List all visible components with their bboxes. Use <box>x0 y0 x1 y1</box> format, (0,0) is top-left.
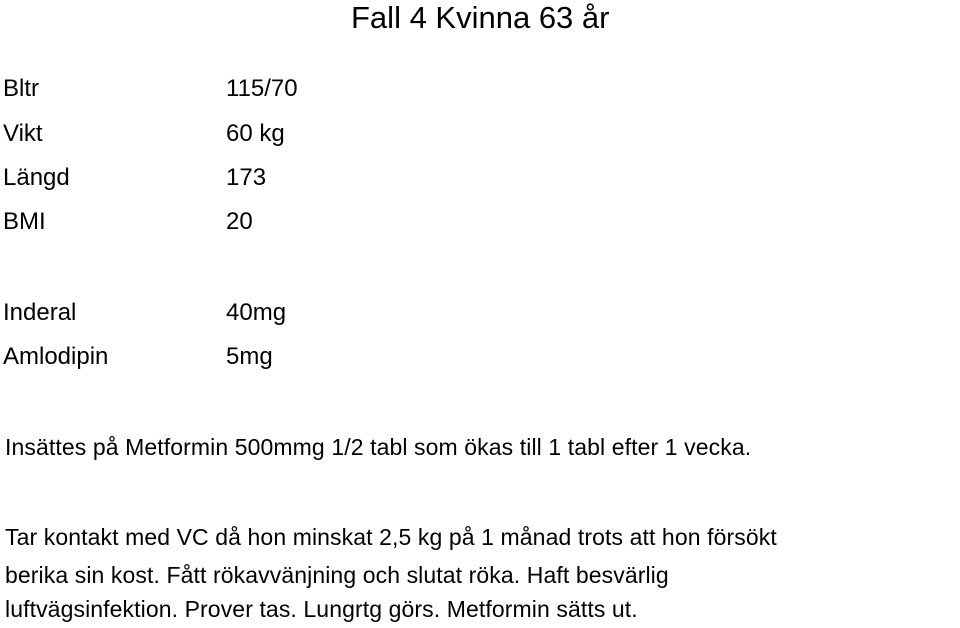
vital-label-vikt: Vikt <box>3 120 43 147</box>
vital-label-bltr: Bltr <box>3 75 39 102</box>
medication-value-inderal: 40mg <box>226 299 287 326</box>
note-followup-line-2: berika sin kost. Fått rökavvänjning och slutat röka. Haft besvärlig <box>5 562 669 588</box>
medication-value-amlodipin: 5mg <box>226 343 273 370</box>
medication-label-amlodipin: Amlodipin <box>3 343 109 370</box>
vital-value-bmi: 20 <box>226 208 253 235</box>
medication-label-inderal: Inderal <box>3 299 77 326</box>
note-metformin-start: Insättes på Metformin 500mmg 1/2 tabl som ökas till 1 tabl efter 1 vecka. <box>5 434 752 460</box>
vital-label-langd: Längd <box>3 164 70 191</box>
note-followup-line-3: luftvägsinfektion. Prover tas. Lungrtg görs. Metformin sätts ut. <box>5 596 638 622</box>
vital-label-bmi: BMI <box>3 208 46 235</box>
page-title: Fall 4 Kvinna 63 år <box>351 0 610 35</box>
vital-value-bltr: 115/70 <box>226 75 298 102</box>
note-followup-line-1: Tar kontakt med VC då hon minskat 2,5 kg på 1 månad trots att hon försökt <box>5 524 777 550</box>
vital-value-vikt: 60 kg <box>226 120 285 147</box>
vital-value-langd: 173 <box>226 164 267 191</box>
